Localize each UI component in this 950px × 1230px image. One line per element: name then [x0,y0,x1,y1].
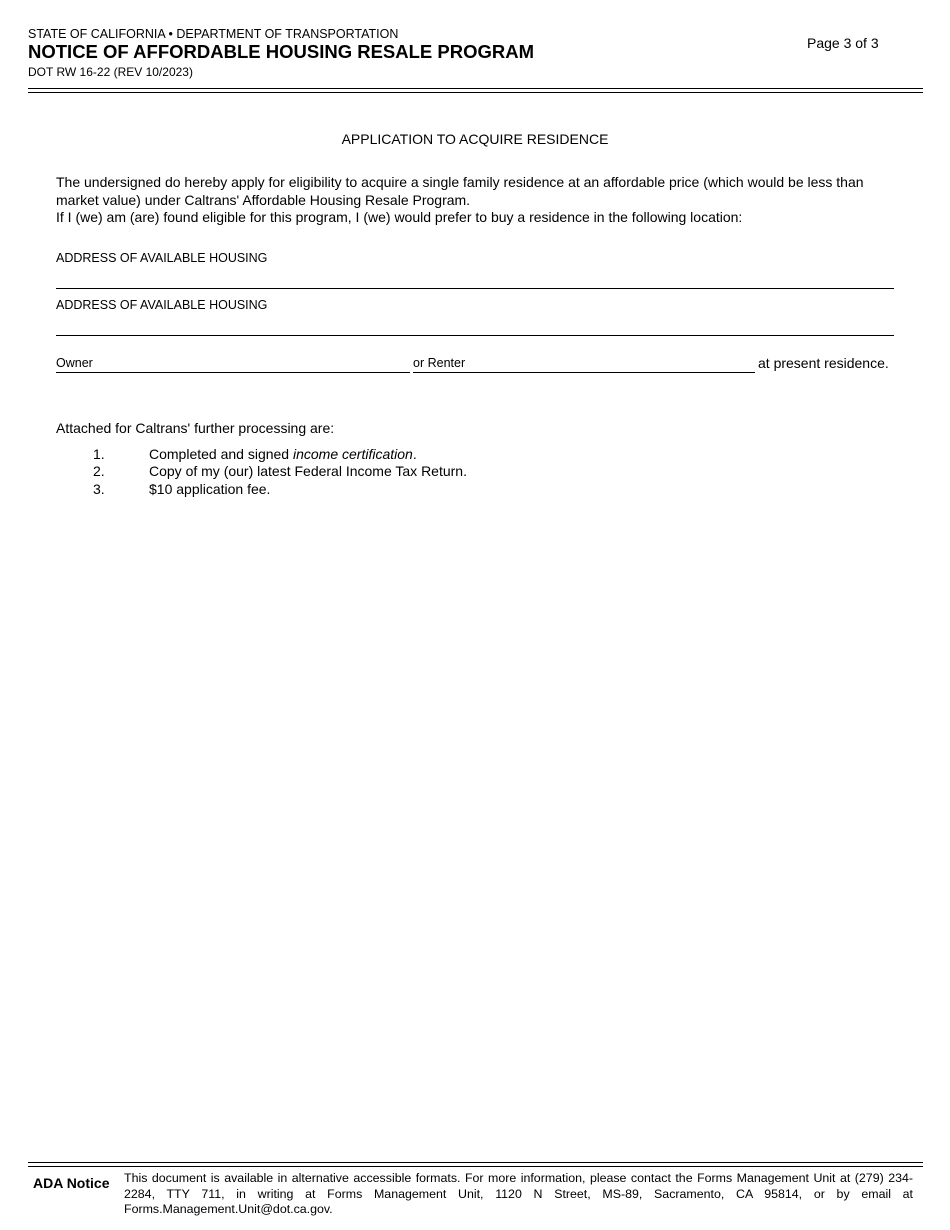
ada-notice-title: ADA Notice [33,1175,110,1191]
renter-label: or Renter [413,356,466,370]
list-item-number: 2. [93,463,105,479]
present-residence-text: at present residence. [758,355,889,371]
address-2-label: ADDRESS OF AVAILABLE HOUSING [56,298,268,312]
attachments-intro: Attached for Caltrans' further processing are: [56,420,335,436]
renter-underline [413,372,755,373]
page-indicator: Page 3 of 3 [807,35,879,51]
header-divider-top [28,88,923,89]
agency-line: STATE OF CALIFORNIA • DEPARTMENT OF TRANSPORTATION [28,27,399,41]
list-item-text: Completed and signed [149,446,293,462]
owner-label: Owner [56,356,93,370]
list-item-number: 3. [93,481,105,497]
paragraph-line-2: If I (we) am (are) found eligible for this program, I (we) would prefer to buy a residence in the following location: [56,209,743,225]
form-title: NOTICE OF AFFORDABLE HOUSING RESALE PROGRAM [28,41,535,62]
list-item-emphasis: income certification [293,446,413,462]
list-item: $10 application fee. [149,481,271,497]
paragraph-line-1: The undersigned do hereby apply for eligibility to acquire a single family residence at an affordable price (which would be less than market value) under Caltrans' Affordable Housing Resale Program. [56,174,864,208]
ada-notice-text: This document is available in alternative accessible formats. For more information, please contact the Forms Management Unit at (279) 234-2284, TTY 711, in writing at Forms Management Unit, 1120 N Street, MS-89, Sacramento, CA 95814, or by email at Forms.Management.Unit@dot.ca.gov. [124,1171,913,1216]
header-divider-bottom [28,92,923,93]
application-paragraph [56,174,886,227]
footer-divider-top [28,1162,923,1163]
address-1-label: ADDRESS OF AVAILABLE HOUSING [56,251,268,265]
address-1-underline [56,288,894,289]
footer-divider-bottom [28,1166,923,1167]
owner-underline [56,372,410,373]
address-2-underline [56,335,894,336]
section-heading: APPLICATION TO ACQUIRE RESIDENCE [341,131,609,147]
list-item: Copy of my (our) latest Federal Income Tax Return. [149,463,467,479]
list-item-number: 1. [93,446,105,462]
form-number: DOT RW 16-22 (REV 10/2023) [28,65,193,79]
list-item [149,446,417,462]
list-item-suffix: . [412,446,417,462]
